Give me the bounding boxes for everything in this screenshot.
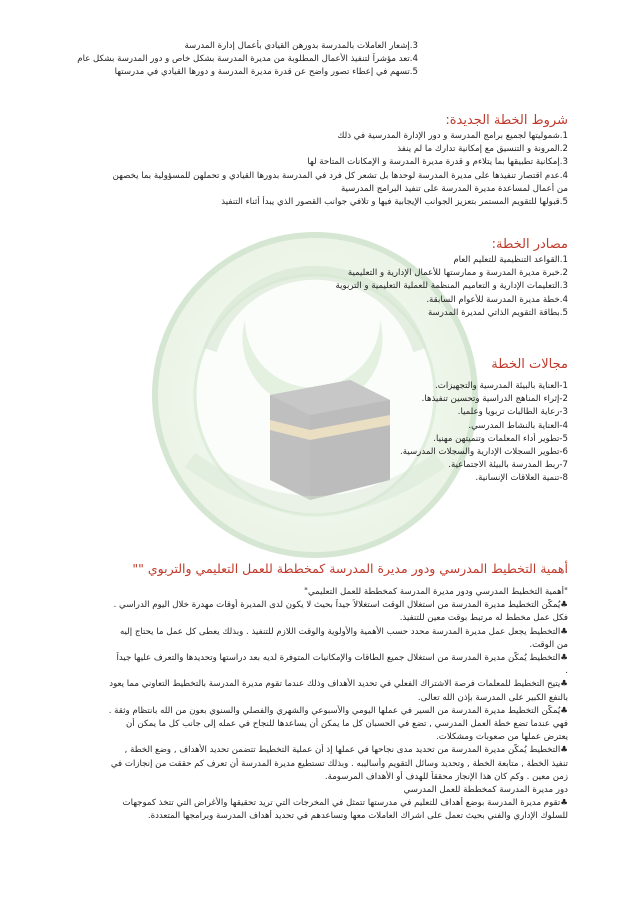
intro-list xyxy=(48,40,568,80)
importance-paragraph-line: "أهمية التخطيط المدرسي ودور مديرة المدرسة كمخططة للعمل التعليمي" xyxy=(304,587,568,597)
importance-paragraph-line: ♣التخطيط يجعل عمل مديرة المدرسة محدد حسب الأهمية والأولوية والوقت اللازم للتنفيذ . وبذلك يعطى كل عمل ما يحتاج إليه xyxy=(119,626,568,637)
conditions-heading: شروط الخطة الجديدة: xyxy=(445,113,568,128)
fields-item: 5-تطوير أداء المعلمات وتنميتهن مهنيا. xyxy=(433,433,568,444)
importance-paragraph-line: يعترض عملها من صعوبات ومشكلات. xyxy=(436,732,568,743)
conditions-section xyxy=(48,112,568,209)
conditions-item: 5.قبولها للتقويم المستمر بتعزيز الجوانب الإيجابية فيها و تلافي جوانب القصور الذي يبدأ أثناء التنفيذ xyxy=(221,197,568,208)
conditions-item: 4.عدم اقتصار تنفيذها على مديرة المدرسة لوحدها بل تشعر كل فرد في المدرسة بدورها القيادي و تحملهن للمسؤولية بما يخصهن xyxy=(112,170,568,181)
importance-paragraph-line: فهي عندما تضع خطة العمل المدرسي , تضع في الحسبان كل ما يمكن أن يساعدها للنجاح في عمله إلى جانب كل ما يمكن أن xyxy=(125,719,568,730)
importance-paragraph-line: من الوقت. xyxy=(529,639,568,650)
importance-paragraph-line: . xyxy=(565,666,568,677)
fields-item: 6-تطوير السجلات الإدارية والسجلات المدرسية. xyxy=(400,447,568,458)
importance-paragraph-line: ♣تقوم مديرة المدرسة بوضع أهداف للتعليم في مدرستها تتمثل في المخرجات التي تريد تحقيقها والأغراض التي تتخذ كموجهات xyxy=(122,798,568,809)
sources-item: 4.خطة مديرة المدرسة للأعوام السابقة. xyxy=(426,294,568,305)
intro-item: 4.تعد مؤشراً لتنفيذ الأعمال المطلوبة من مديرة المدرسة بشكل خاص و دور المدرسة بشكل عام xyxy=(77,54,418,65)
importance-paragraph-line: ♣يُمكّن التخطيط مديرة المدرسة من استغلال الوقت استغلالاً جيداً بحيث لا يكون لدى المديرة أوقات مهدرة خلال اليوم الدراسي . xyxy=(113,600,568,611)
importance-paragraph-line: دور مديرة المدرسة كمخططة للعمل المدرسي xyxy=(403,785,568,796)
sources-section xyxy=(48,236,568,320)
importance-paragraph-line: ♣التخطيط يُمكّن مديرة المدرسة من تحديد مدى نجاحها في عملها إذ أن عملية التخطيط تتضمن تحديد الأهداف , وضع الخطة , xyxy=(124,745,568,756)
sources-item: 2.خبرة مديرة المدرسة و ممارستها للأعمال الإدارية و التعليمية xyxy=(347,268,568,279)
conditions-item: 1.شموليتها لجميع برامج المدرسة و دور الإدارة المدرسية في ذلك xyxy=(337,131,568,141)
sources-item: 5.بطاقة التقويم الذاتي لمديرة المدرسة xyxy=(427,307,568,318)
importance-paragraph-line: زمن معين . وكم كان هذا الإنجاز محققاً للهدف أو الأهداف المرسومة. xyxy=(324,771,568,782)
sources-item: 1.القواعد التنظيمية للتعليم العام xyxy=(453,255,568,265)
fields-heading: مجالات الخطة xyxy=(491,357,568,372)
fields-item: 1-العناية بالبيئة المدرسية والتجهيزات. xyxy=(435,381,568,391)
fields-item: 2-إثراء المناهج الدراسية وتحسين تنفيذها. xyxy=(421,394,568,405)
importance-paragraph-line: تنفيذ الخطة , متابعة الخطة , وتحديد وسائل التقويم وأساليبه . وبذلك تستطيع مديرة المدرسة أن تعرف كم حققت من إنجازات في xyxy=(110,758,568,769)
conditions-item: 3.إمكانية تطبيقها بما يتلاءم و قدرة مديرة المدرسة و الإمكانات المتاحة لها xyxy=(307,157,568,168)
importance-paragraph-line: ♣التخطيط يُمكّن مديرة المدرسة من استغلال جميع الطاقات والإمكانيات المتوفرة لديه بعد دراستها وتحديدها والتعرف عليها جيداً xyxy=(116,653,568,664)
sources-heading: مصادر الخطة: xyxy=(491,237,568,252)
importance-paragraph-line: فكل عمل مخطط له مرتبط بوقت معين للتنفيذ. xyxy=(399,613,568,624)
importance-heading: أهمية التخطيط المدرسي ودور مديرة المدرسة كمخططة للعمل التعليمي والتربوي "" xyxy=(132,561,568,576)
importance-paragraph-line: بالنفع الكبير على المدرسة بإذن الله تعالى. xyxy=(417,692,568,703)
conditions-item: من أعمال لمساعدة مديرة المدرسة على تنفيذ البرامج المدرسية xyxy=(340,183,568,194)
importance-paragraph-line: ♣يُمكّن التخطيط مديرة المدرسة من السير في عملها اليومي والأسبوعي والشهري والفصلي والسنوي بعون من الله بانتظام وثقة . xyxy=(108,705,568,716)
importance-paragraph-line: للسلوك الإداري والفني بحيث تعمل على اشراك العاملات معها وتساعدهم في تحديد أهداف المدرسة وبرامجها المتعددة. xyxy=(147,811,568,822)
importance-section xyxy=(48,560,568,824)
fields-section xyxy=(48,356,568,486)
fields-item: 7-ربط المدرسة بالبيئة الاجتماعية. xyxy=(448,460,568,471)
importance-paragraph xyxy=(48,586,568,824)
intro-item: 3.إشعار العاملات بالمدرسة بدورهن القيادي بأعمال إدارة المدرسة xyxy=(184,41,418,51)
importance-paragraph-line: ♣يتيح التخطيط للمعلمات فرصة الاشتراك الفعلي في تحديد الأهداف وذلك عندما تقوم مديرة المدرسة بالتخطيط التعاوني مما يعود xyxy=(109,679,568,690)
fields-item: 3-رعاية الطالبات تربويا وعلميا. xyxy=(457,407,568,418)
sources-item: 3.التعليمات الإدارية و التعاميم المنظمة للعملية التعليمية و التربوية xyxy=(335,281,568,292)
fields-item: 4-العناية بالنشاط المدرسي. xyxy=(468,420,568,431)
intro-item: 5.تسهم في إعطاء تصور واضح عن قدرة مديرة المدرسة و دورها القيادي في مدرستها xyxy=(114,67,418,78)
fields-item: 8-تنمية العلاقات الإنسانية. xyxy=(475,473,568,484)
conditions-item: 2.المرونة و التنسيق مع إمكانية تدارك ما لم ينفذ xyxy=(397,144,568,155)
